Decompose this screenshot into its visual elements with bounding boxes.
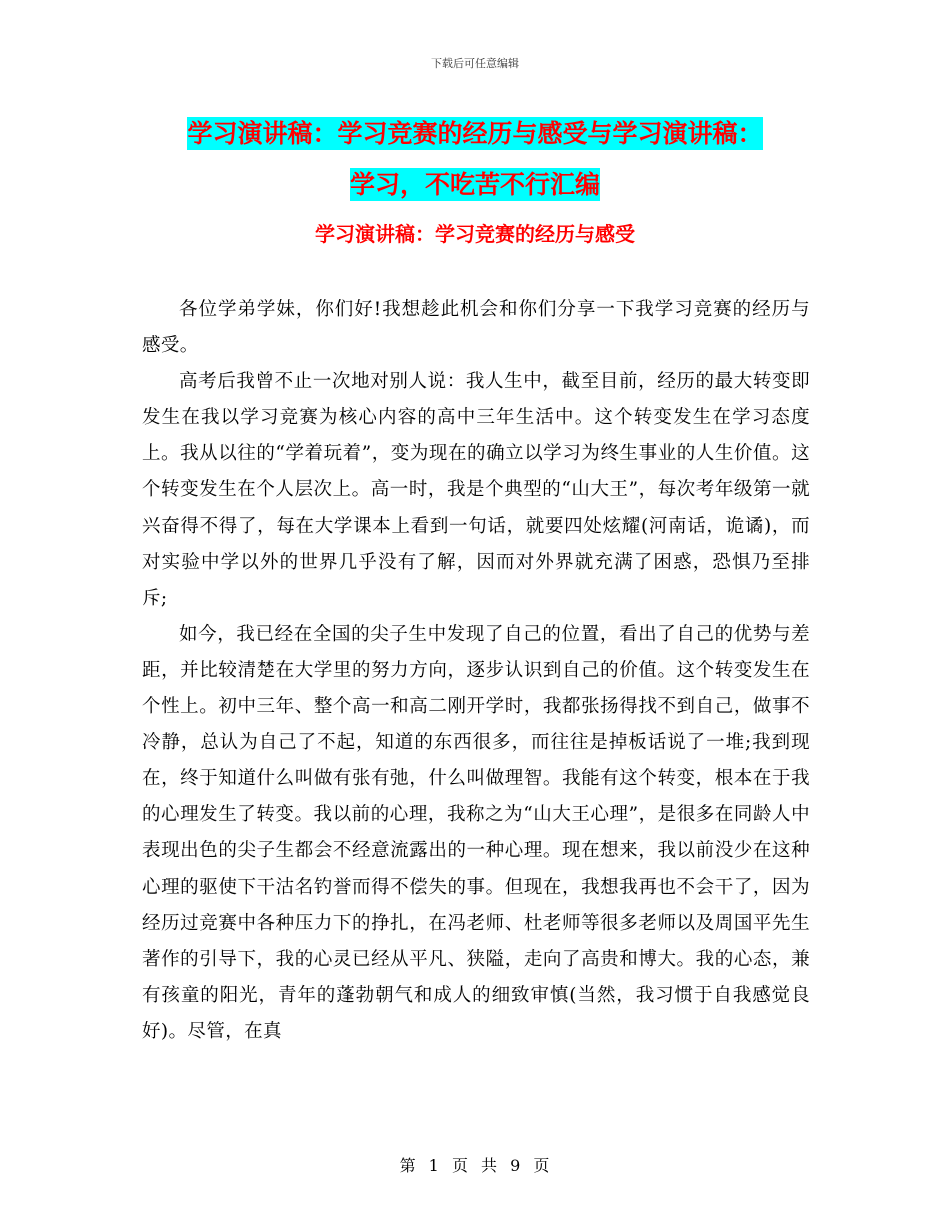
body-text <box>142 292 810 1050</box>
paragraph-2: 高考后我曾不止一次地对别人说：我人生中，截至目前，经历的最大转变即发生在我以学习竞赛为核心内容的高中三年生活中。这个转变发生在学习态度上。我从以往的“学着玩着”，变为现在的确立以学习为终生事业的人生价值。这个转变发生在个人层次上。高一时，我是个典型的“山大王”，每次考年级第一就兴奋得不得了，每在大学课本上看到一句话，就要四处炫耀(河南话，诡谲)，而对实验中学以外的世界几乎没有了解，因而对外界就充满了困惑，恐惧乃至排斥; <box>142 371 810 609</box>
title-line-2: 学习，不吃苦不行汇编 <box>349 170 600 199</box>
page-footer: 第 1 页 共 9 页 <box>399 1156 551 1175</box>
title-line-1: 学习演讲稿：学习竞赛的经历与感受与学习演讲稿： <box>187 119 763 148</box>
section-title: 学习演讲稿：学习竞赛的经历与感受 <box>315 222 635 246</box>
paragraph-1: 各位学弟学妹，你们好!我想趁此机会和你们分享一下我学习竞赛的经历与感受。 <box>142 299 810 357</box>
document-title <box>0 108 950 210</box>
paragraph-3: 如今，我已经在全国的尖子生中发现了自己的位置，看出了自己的优势与差距，并比较清楚在大学里的努力方向，逐步认识到自己的价值。这个转变发生在个性上。初中三年、整个高一和高二刚开学时，我都张扬得找不到自己，做事不冷静，总认为自己了不起，知道的东西很多，而往往是掉板话说了一堆;我到现在，终于知道什么叫做有张有弛，什么叫做理智。我能有这个转变，根本在于我的心理发生了转变。我以前的心理，我称之为“山大王心理”，是很多在同龄人中表现出色的尖子生都会不经意流露出的一种心理。现在想来，我以前没少在这种心理的驱使下干沽名钓誉而得不偿失的事。但现在，我想我再也不会干了，因为经历过竞赛中各种压力下的挣扎，在冯老师、杜老师等很多老师以及周国平先生著作的引导下，我的心灵已经从平凡、狭隘，走向了高贵和博大。我的心态，兼有孩童的阳光，青年的蓬勃朝气和成人的细致审慎(当然，我习惯于自我感觉良好)。尽管，在真 <box>142 623 810 1042</box>
header-note: 下载后可任意编辑 <box>431 57 519 70</box>
